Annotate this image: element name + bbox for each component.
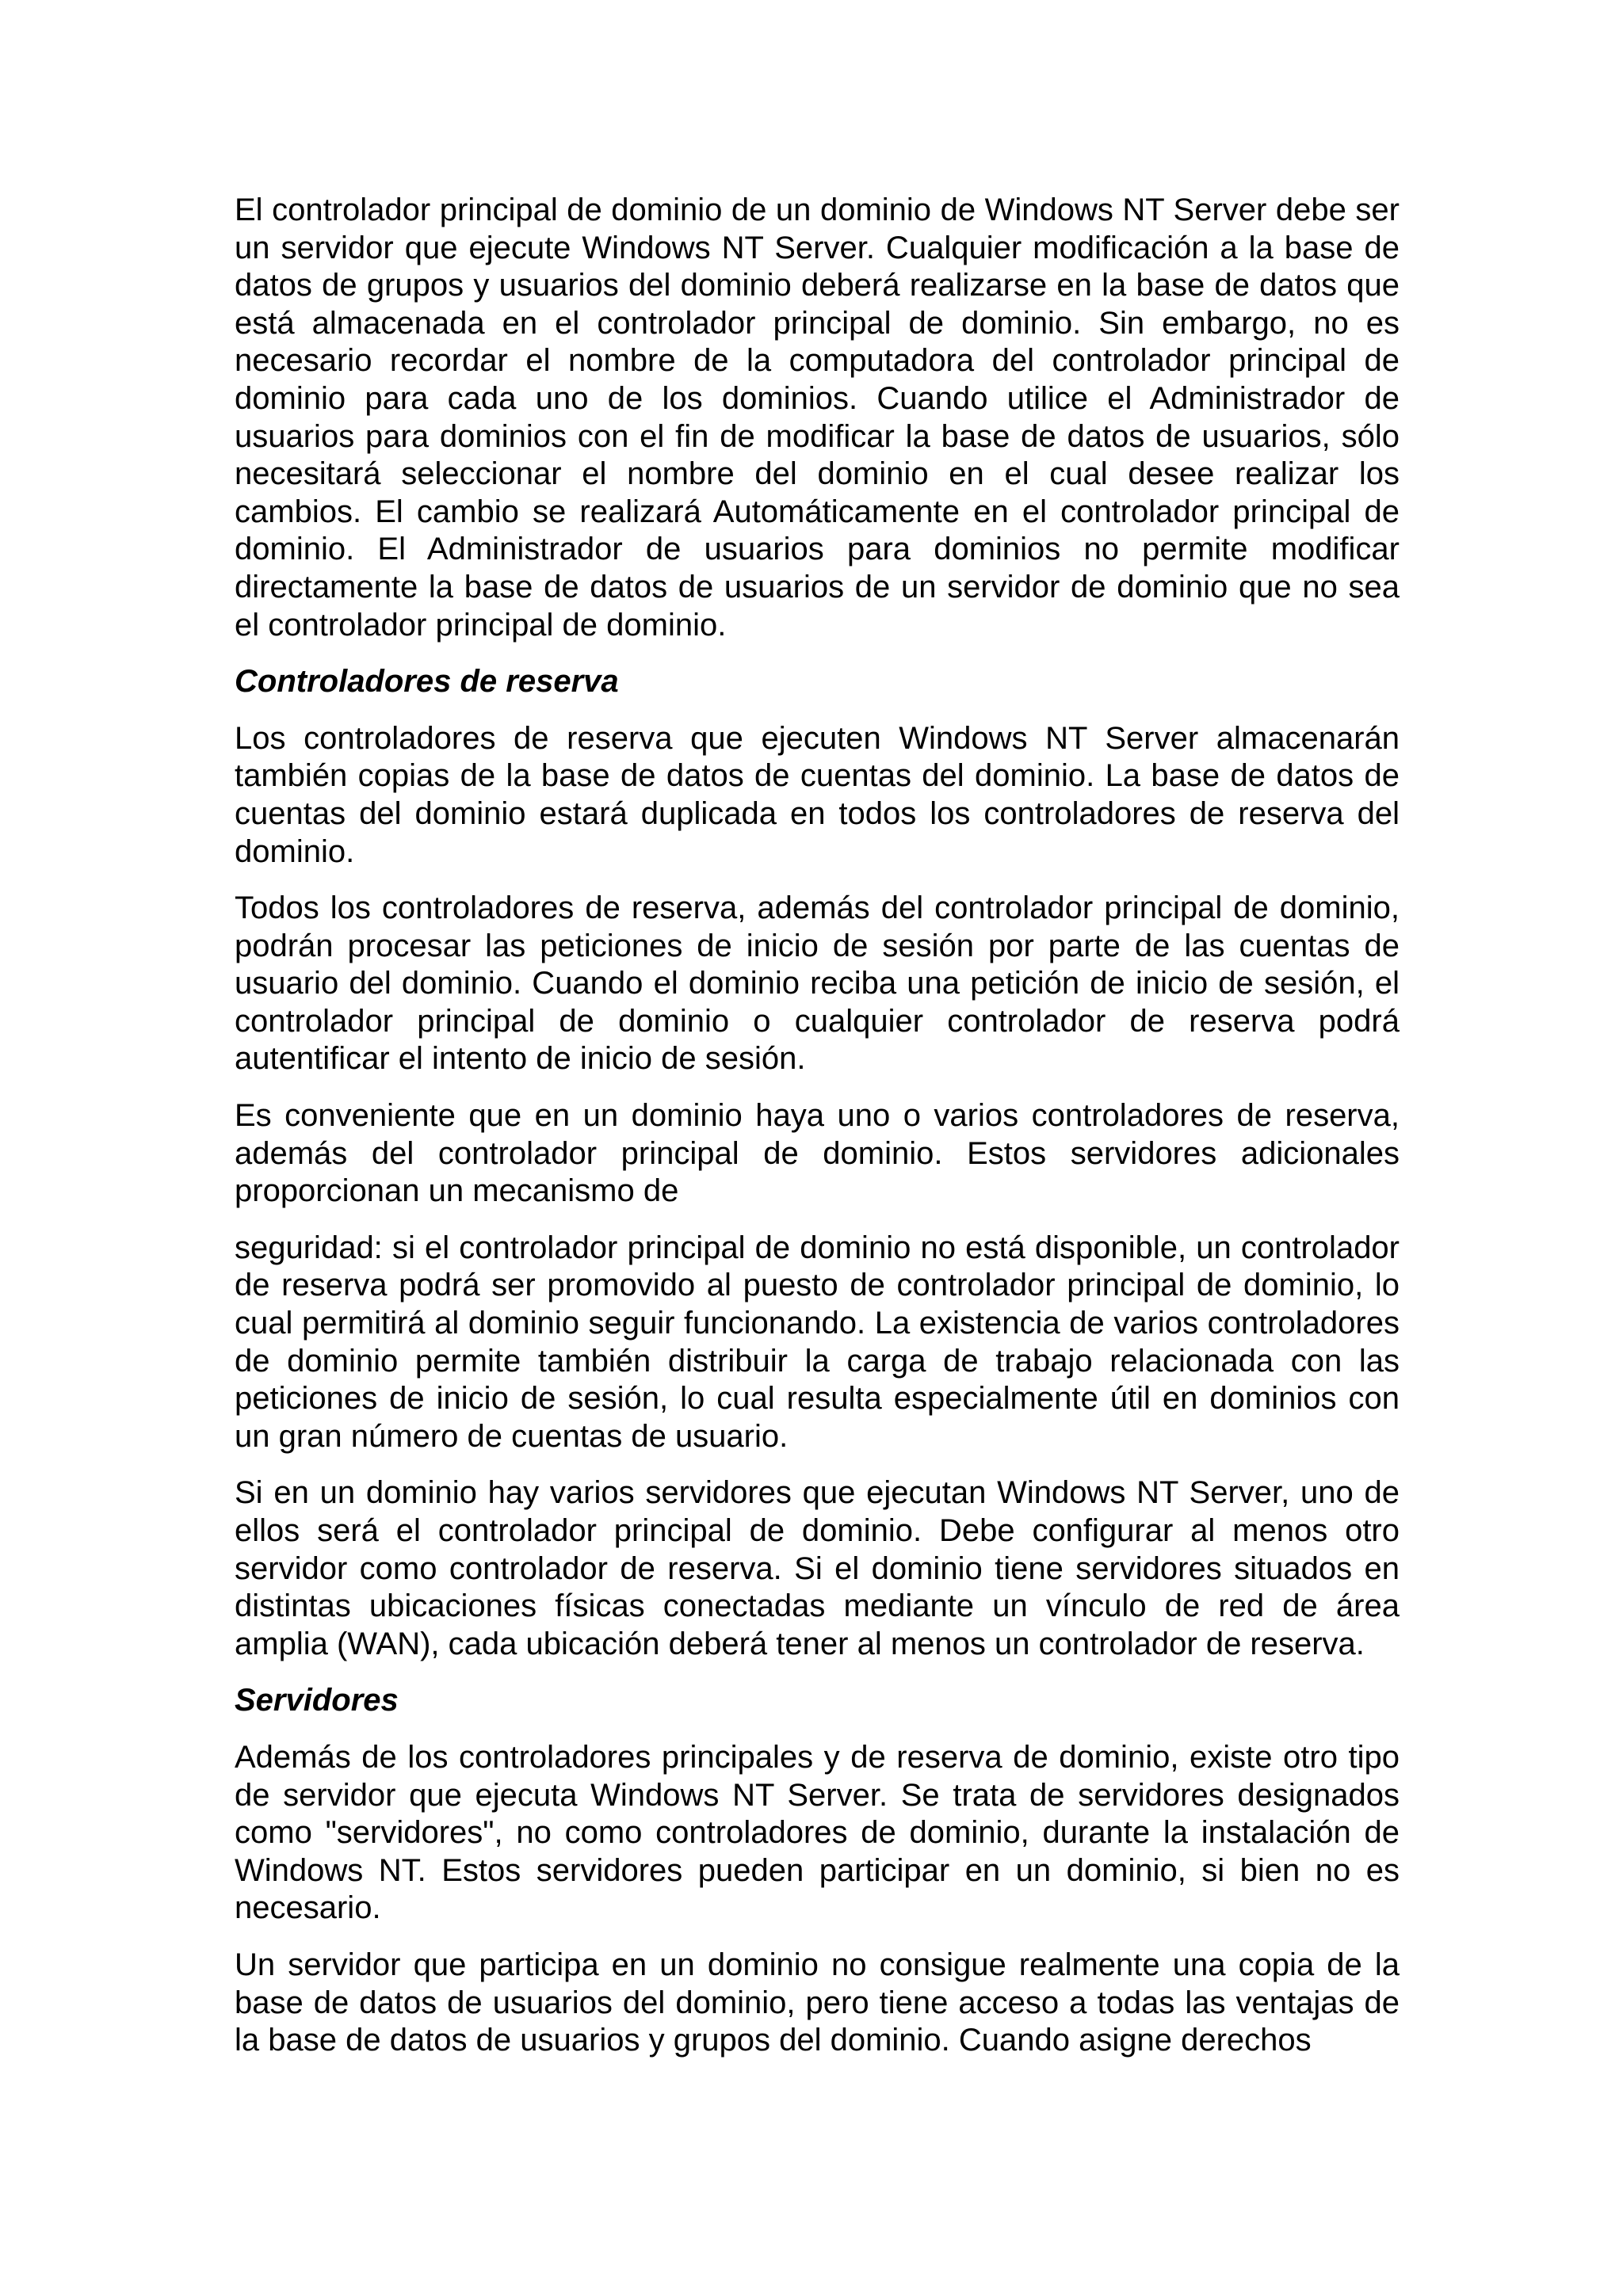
paragraph-bdc-seguridad: seguridad: si el controlador principal de dominio no está disponible, un controlador de reserva podrá ser promovido al puesto de controlador principal de dominio, lo cual permitirá al dominio seguir funcionando. La existencia de varios controladores de dominio permite también distribuir la carga de trabajo relacionada con las peticiones de inicio de sesión, lo cual resulta especialmente útil en dominios con un gran número de cuentas de usuario. bbox=[235, 1230, 1400, 1454]
paragraph-servidores-participa: Un servidor que participa en un dominio no consigue realmente una copia de la base de datos de usuarios del dominio, pero tiene acceso a todas las ventajas de la base de datos de usuarios y grupos del dominio. Cuando asigne derechos bbox=[235, 1947, 1400, 2058]
paragraph-pdc-intro: El controlador principal de dominio de un dominio de Windows NT Server debe ser un servidor que ejecute Windows NT Server. Cualquier modificación a la base de datos de grupos y usuarios del dominio deberá realizarse en la base de datos que está almacenada en el controlador principal de dominio. Sin embargo, no es necesario recordar el nombre de la computadora del controlador principal de dominio para cada uno de los dominios. Cuando utilice el Administrador de usuarios para dominios con el fin de modificar la base de datos de usuarios, sólo necesitará seleccionar el nombre del dominio en el cual desee realizar los cambios. El cambio se realizará Automáticamente en el controlador principal de dominio. El Administrador de usuarios para dominios no permite modificar directamente la base de datos de usuarios de un servidor de dominio que no sea el controlador principal de dominio. bbox=[235, 193, 1400, 643]
paragraph-bdc-copias: Los controladores de reserva que ejecuten Windows NT Server almacenarán también copias de la base de datos de cuentas del dominio. La base de datos de cuentas del dominio estará duplicada en todos los controladores de reserva del dominio. bbox=[235, 720, 1400, 869]
paragraph-bdc-wan: Si en un dominio hay varios servidores que ejecutan Windows NT Server, uno de ellos será el controlador principal de dominio. Debe configurar al menos otro servidor como controlador de reserva. Si el dominio tiene servidores situados en distintas ubicaciones físicas conectadas mediante un vínculo de red de área amplia (WAN), cada ubicación deberá tener al menos un controlador de reserva. bbox=[235, 1475, 1400, 1661]
paragraph-bdc-conveniente: Es conveniente que en un dominio haya uno o varios controladores de reserva, además del controlador principal de dominio. Estos servidores adicionales proporcionan un mecanismo de bbox=[235, 1098, 1400, 1209]
paragraph-bdc-peticiones: Todos los controladores de reserva, además del controlador principal de dominio, podrán procesar las peticiones de inicio de sesión por parte de las cuentas de usuario del dominio. Cuando el dominio reciba una petición de inicio de sesión, el controlador principal de dominio o cualquier controlador de reserva podrá autentificar el intento de inicio de sesión. bbox=[235, 891, 1400, 1077]
heading-servidores: Servidores bbox=[235, 1683, 399, 1718]
heading-controladores-de-reserva: Controladores de reserva bbox=[235, 664, 619, 700]
document-page bbox=[235, 192, 1400, 2079]
paragraph-servidores-tipo: Además de los controladores principales y de reserva de dominio, existe otro tipo de servidor que ejecuta Windows NT Server. Se trata de servidores designados como "servidores", no como controladores de dominio, durante la instalación de Windows NT. Estos servidores pueden participar en un dominio, si bien no es necesario. bbox=[235, 1739, 1400, 1926]
